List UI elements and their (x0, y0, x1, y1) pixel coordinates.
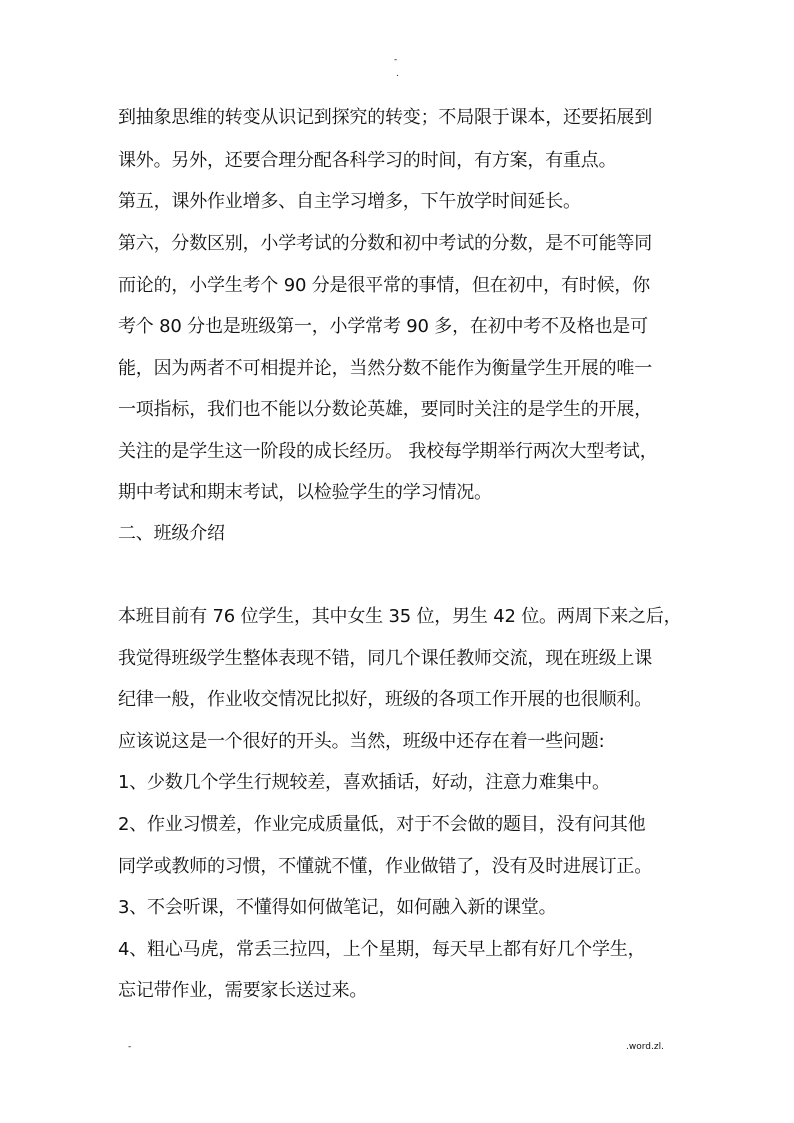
text-line-5: 而论的，小学生考个 90 分是很平常的事情，但在初中，有时候，你 (118, 275, 650, 296)
text-line-12: 本班目前有 76 位学生，其中女生 35 位，男生 42 位。两周下来之后， (118, 606, 682, 627)
text-line-4: 第六，分数区别，小学考试的分数和初中考试的分数，是不可能等同 (118, 233, 652, 254)
list-item-4-cont: 忘记带作业，需要家长送过来。 (118, 980, 368, 1001)
text-line-13: 我觉得班级学生整体表现不错，同几个课任教师交流，现在班级上课 (118, 648, 652, 669)
text-line-9: 关注的是学生这一阶段的成长经历。 我校每学期举行两次大型考试， (118, 441, 658, 462)
list-item-1: 1、少数几个学生行规较差，喜欢插话，好动，注意力难集中。 (118, 772, 610, 793)
page-header-dot: . (396, 69, 399, 79)
page-footer-right: .word.zl. (626, 1042, 664, 1052)
section-heading: 二、班级介绍 (118, 523, 225, 544)
list-item-2-cont: 同学或教师的习惯，不懂就不懂，作业做错了，没有及时进展订正。 (118, 856, 652, 877)
list-item-3: 3、不会听课，不懂得如何做笔记，如何融入新的课堂。 (118, 897, 557, 918)
text-line-1: 到抽象思维的转变从识记到探究的转变；不局限于课本，还要拓展到 (118, 107, 652, 128)
page-header-mark: - (394, 55, 398, 65)
page-footer-left: - (128, 1042, 132, 1052)
list-item-4: 4、粗心马虎，常丢三拉四，上个星期，每天早上都有好几个学生， (118, 939, 646, 960)
list-item-2: 2、作业习惯差，作业完成质量低，对于不会做的题目，没有问其他 (118, 814, 646, 835)
text-line-14: 纪律一般，作业收交情况比拟好，班级的各项工作开展的也很顺利。 (118, 689, 652, 710)
text-line-6: 考个 80 分也是班级第一，小学常考 90 多，在初中考不及格也是可 (118, 316, 648, 337)
text-line-2: 课外。另外，还要合理分配各科学习的时间，有方案，有重点。 (118, 150, 617, 171)
text-line-8: 一项指标，我们也不能以分数论英雄，要同时关注的是学生的开展， (118, 399, 652, 420)
text-line-7: 能，因为两者不可相提并论，当然分数不能作为衡量学生开展的唯一 (118, 358, 652, 379)
text-line-3: 第五，课外作业增多、自主学习增多，下午放学时间延长。 (118, 191, 581, 212)
text-line-10: 期中考试和期末考试，以检验学生的学习情况。 (118, 482, 492, 503)
text-line-15: 应该说这是一个很好的开头。当然，班级中还存在着一些问题: (118, 731, 605, 752)
